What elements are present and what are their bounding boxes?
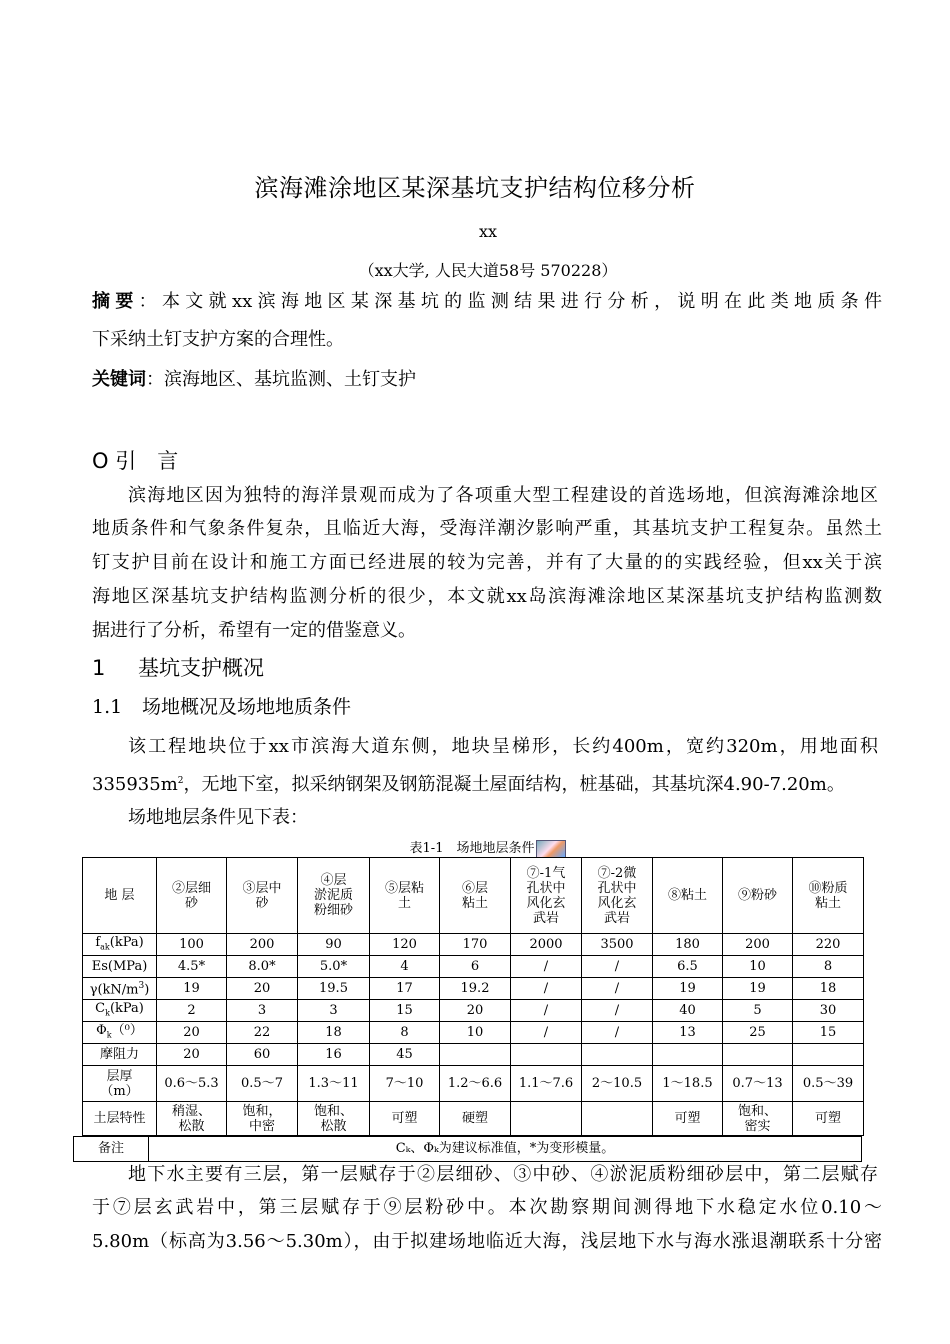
intro-line-5: 据进行了分析，希望有一定的借鉴意义。: [92, 620, 416, 641]
table-cell: 0.5～7: [227, 1066, 298, 1102]
table-cell: 饱和， 中密: [227, 1102, 298, 1136]
section-number-1-1: 1.1: [92, 696, 123, 718]
table-cell: 5.0*: [298, 956, 370, 978]
table-row: [83, 978, 864, 1000]
table-cell: [723, 1044, 793, 1066]
table-cell: 20: [157, 1022, 227, 1044]
groundwater-line-2: 于⑦层玄武岩中，第三层赋存于⑨层粉砂中。本次勘察期间测得地下水稳定水位0.10～: [92, 1197, 882, 1218]
table-cell: 0.7～13: [723, 1066, 793, 1102]
table-cell: 20: [227, 978, 298, 1000]
header-cell: ⑨粉砂: [723, 858, 793, 934]
author: xx: [478, 222, 498, 241]
table-cell: 180: [653, 934, 723, 956]
table-cell: 45: [370, 1044, 440, 1066]
table-header-row: [83, 858, 864, 934]
table-row: [83, 1102, 864, 1136]
table-cell: 3: [298, 1000, 370, 1022]
section-title-1: 基坑支护概况: [138, 656, 264, 680]
row-label: Es(MPa): [83, 956, 157, 978]
table-cell: 19: [653, 978, 723, 1000]
intro-line-1: 滨海地区因为独特的海洋景观而成为了各项重大型工程建设的首选场地，但滨海滩涂地区: [128, 485, 878, 506]
table-cell: 19.5: [298, 978, 370, 1000]
table-cell: 19: [723, 978, 793, 1000]
table-row: [83, 1044, 864, 1066]
table-caption: [0, 837, 950, 858]
table-cell: 8: [370, 1022, 440, 1044]
table-cell: 22: [227, 1022, 298, 1044]
table-cell: /: [582, 1022, 653, 1044]
table-cell: 200: [723, 934, 793, 956]
table-cell: 0.5～39: [793, 1066, 864, 1102]
table-cell: 17: [370, 978, 440, 1000]
embedded-image-icon: [536, 840, 566, 858]
table-cell: 19: [157, 978, 227, 1000]
row-label: 层厚 （m）: [83, 1066, 157, 1102]
table-intro: 场地地层条件见下表：: [128, 807, 308, 828]
table-cell: 稍湿、 松散: [157, 1102, 227, 1136]
keywords-text: ：滨海地区、基坑监测、土钉支护: [146, 369, 416, 390]
paper-title: 滨海滩涂地区某深基坑支护结构位移分析: [254, 174, 696, 202]
intro-line-2: 地质条件和气象条件复杂，且临近大海，受海洋潮汐影响严重，其基坑支护工程复杂。虽然土: [92, 518, 882, 539]
table-cell: 1～18.5: [653, 1066, 723, 1102]
header-cell: ④层 淤泥质 粉细砂: [298, 858, 370, 934]
table-cell: 30: [793, 1000, 864, 1022]
row-label: $C_k(kPa)$: [83, 1000, 157, 1022]
table-cell: 7～10: [370, 1066, 440, 1102]
site-line-1: 该工程地块位于xx市滨海大道东侧，地块呈梯形，长约400m，宽约320m，用地面积: [128, 736, 878, 757]
abstract-line-2: 下采纳土钉支护方案的合理性。: [92, 329, 344, 350]
table-row: [83, 1022, 864, 1044]
header-cell: ⑦-2微 孔状中 风化玄 武岩: [582, 858, 653, 934]
table-cell: 6: [440, 956, 511, 978]
header-cell: ③层中 砂: [227, 858, 298, 934]
table-cell: 120: [370, 934, 440, 956]
section-title-1-1: 场地概况及场地地质条件: [142, 696, 352, 718]
table-cell: [440, 1044, 511, 1066]
table-cell: 13: [653, 1022, 723, 1044]
table-cell: 2: [157, 1000, 227, 1022]
header-cell: ⑩粉质 粘土: [793, 858, 864, 934]
table-cell: 15: [793, 1022, 864, 1044]
table-cell: 8.0*: [227, 956, 298, 978]
table-cell: 可塑: [653, 1102, 723, 1136]
intro-line-4: 海地区深基坑支护结构监测分析的很少，本文就xx岛滨海滩涂地区某深基坑支护结构监测数: [92, 586, 882, 607]
keywords-label: 关键词: [92, 369, 146, 390]
groundwater-line-1: 地下水主要有三层，第一层赋存于②层细砂、③中砂、④淤泥质粉细砂层中，第二层赋存: [128, 1164, 878, 1185]
table-cell: 硬塑: [440, 1102, 511, 1136]
table-row: [83, 1000, 864, 1022]
row-label: $\Phi_k(^0)$: [83, 1022, 157, 1044]
row-label: 摩阻力: [83, 1044, 157, 1066]
table-cell: 可塑: [793, 1102, 864, 1136]
table-cell: 2000: [511, 934, 582, 956]
abstract-label: 摘要: [92, 291, 139, 312]
table-caption-text: 表1-1 场地地层条件: [409, 841, 535, 856]
table-cell: 40: [653, 1000, 723, 1022]
section-heading-1: [92, 652, 264, 682]
soil-conditions-table: [82, 857, 864, 1136]
table-cell: 170: [440, 934, 511, 956]
site-area-value: 335935m: [92, 774, 178, 795]
table-cell: 4: [370, 956, 440, 978]
section-heading-1-1: [92, 692, 351, 719]
table-cell: 4.5*: [157, 956, 227, 978]
table-cell: 16: [298, 1044, 370, 1066]
site-line-2: [92, 763, 882, 803]
row-label: $\gamma(kN/m^3)$: [83, 978, 157, 1000]
table-cell: 0.6～5.3: [157, 1066, 227, 1102]
table-cell: 3500: [582, 934, 653, 956]
table-row: [83, 1066, 864, 1102]
section-number-1: 1: [92, 656, 106, 680]
site-line-2-text: ，无地下室，拟采纳钢架及钢筋混凝土屋面结构，桩基础，其基坑深4.90-7.20m。: [183, 774, 845, 795]
table-cell: 10: [723, 956, 793, 978]
table-cell: 8: [793, 956, 864, 978]
header-cell: ⑧粘土: [653, 858, 723, 934]
note-text: Cₖ、Φₖ为建议标准值，*为变形模量。: [395, 1141, 615, 1156]
table-cell: [793, 1044, 864, 1066]
table-cell: 3: [227, 1000, 298, 1022]
header-cell: ②层细 砂: [157, 858, 227, 934]
table-row: [83, 956, 864, 978]
table-cell: 6.5: [653, 956, 723, 978]
site-area-sup: 2: [177, 776, 184, 786]
table-cell: 10: [440, 1022, 511, 1044]
table-cell: /: [582, 1000, 653, 1022]
row-label: $f_{ak}(kPa)$: [83, 934, 157, 956]
table-cell: /: [511, 1022, 582, 1044]
table-cell: [511, 1102, 582, 1136]
table-cell: /: [582, 978, 653, 1000]
table-cell: /: [511, 956, 582, 978]
table-cell: 100: [157, 934, 227, 956]
groundwater-line-3: 5.80m（标高为3.56～5.30m），由于拟建场地临近大海，浅层地下水与海水涨退潮联系十分密: [92, 1231, 882, 1252]
table-cell: 25: [723, 1022, 793, 1044]
table-cell: 220: [793, 934, 864, 956]
table-cell: [653, 1044, 723, 1066]
table-cell: 5: [723, 1000, 793, 1022]
header-cell: ⑤层粘 土: [370, 858, 440, 934]
table-cell: [582, 1044, 653, 1066]
table-cell: /: [511, 978, 582, 1000]
section-heading-intro: O 引 言: [92, 449, 179, 473]
header-cell: ⑥层 粘土: [440, 858, 511, 934]
table-cell: 可塑: [370, 1102, 440, 1136]
affiliation: （xx大学, 人民大道58号 570228）: [358, 261, 618, 280]
intro-line-3: 钉支护目前在设计和施工方面已经进展的较为完善，并有了大量的的实践经验，但xx关于滨: [92, 552, 882, 573]
table-cell: 200: [227, 934, 298, 956]
table-cell: 20: [157, 1044, 227, 1066]
table-cell: 90: [298, 934, 370, 956]
table-cell: 2～10.5: [582, 1066, 653, 1102]
table-cell: 1.2～6.6: [440, 1066, 511, 1102]
table-cell: 20: [440, 1000, 511, 1022]
table-body: [83, 934, 864, 1136]
table-cell: 15: [370, 1000, 440, 1022]
abstract-line-1: [92, 284, 882, 320]
table-cell: /: [582, 956, 653, 978]
table-cell: [582, 1102, 653, 1136]
table-cell: 18: [793, 978, 864, 1000]
table-cell: 60: [227, 1044, 298, 1066]
header-cell: 地 层: [83, 858, 157, 934]
keywords-line: [92, 362, 882, 398]
table-cell: 饱和、 松散: [298, 1102, 370, 1136]
table-cell: [511, 1044, 582, 1066]
table-cell: 饱和、 密实: [723, 1102, 793, 1136]
table-row: [83, 934, 864, 956]
table-cell: 1.3～11: [298, 1066, 370, 1102]
table-cell: 19.2: [440, 978, 511, 1000]
row-label: 土层特性: [83, 1102, 157, 1136]
note-label: 备注: [74, 1137, 149, 1161]
header-cell: ⑦-1气 孔状中 风化玄 武岩: [511, 858, 582, 934]
table-cell: /: [511, 1000, 582, 1022]
table-cell: 1.1～7.6: [511, 1066, 582, 1102]
abstract-text-1: ：本文就xx滨海地区某深基坑的监测结果进行分析，说明在此类地质条件: [138, 291, 882, 312]
table-cell: 18: [298, 1022, 370, 1044]
